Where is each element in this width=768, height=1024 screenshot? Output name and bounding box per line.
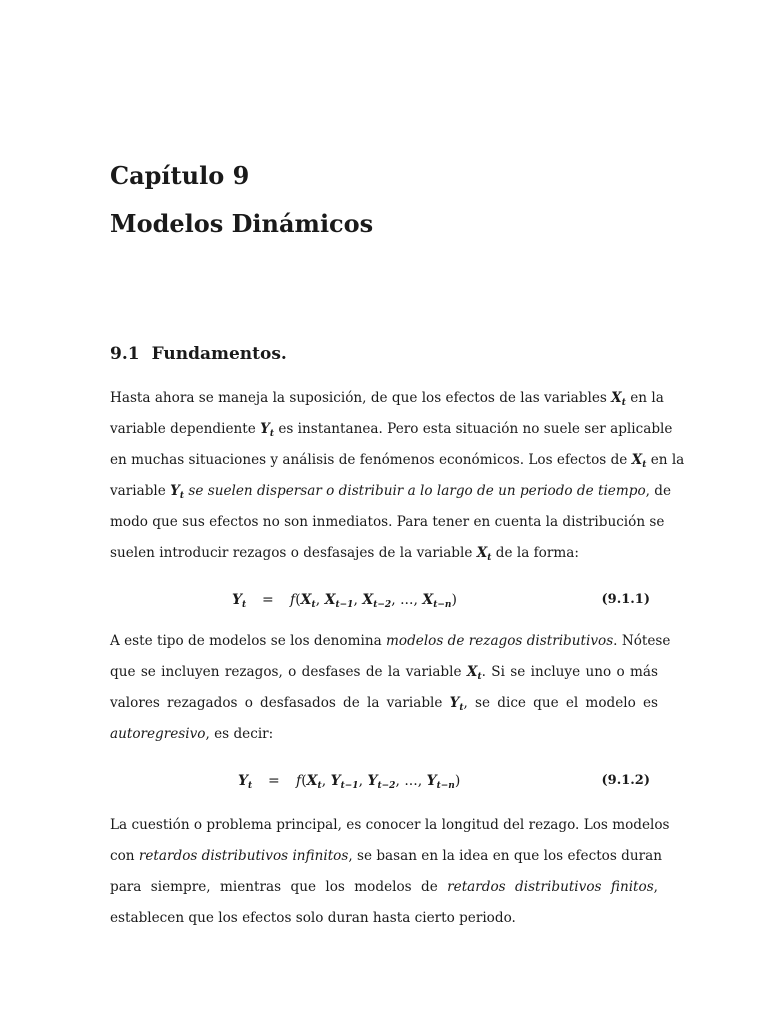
equation-number: (9.1.1) (601, 592, 650, 607)
math-y-t: $Y_t$ (260, 421, 274, 439)
equation-equals: = (262, 592, 274, 608)
section-title: Fundamentos. (151, 344, 287, 364)
math-x-t: $X_t$ (466, 664, 482, 682)
chapter-title: Modelos Dinámicos (110, 209, 374, 238)
math-y-t: $Y_t$ (449, 695, 464, 713)
paragraph-3-line-2: con retardos distributivos infinitos, se basan en la idea en que los efectos duran (110, 848, 662, 864)
paragraph-3-line-4: establecen que los efectos solo duran hasta cierto periodo. (110, 910, 516, 926)
section-number: 9.1 (110, 344, 140, 364)
equation-9-1-1 (110, 588, 658, 612)
equation-number: (9.1.2) (601, 773, 650, 788)
paragraph-2-line-2: que se incluyen rezagos, o desfases de la variable $X_t$. Si se incluye uno o más (110, 664, 658, 682)
math-x-t: $X_t$ (631, 452, 647, 470)
equation-rhs: $f(X_t$, $X_{t-1}$, $X_{t-2}$, ..., $X_{t-n}$) (290, 592, 457, 610)
equation-equals: = (268, 773, 280, 789)
equation-lhs: $Y_t$ (232, 592, 247, 610)
chapter-label: Capítulo 9 (110, 161, 250, 190)
paragraph-3-line-1: La cuestión o problema principal, es conocer la longitud del rezago. Los modelos (110, 817, 670, 833)
math-x-t: $X_t$ (611, 390, 626, 408)
paragraph-1-line-4: variable $Y_t$ se suelen dispersar o distribuir a lo largo de un periodo de tiempo, de (110, 483, 672, 501)
math-y-t: $Y_t$ (170, 483, 185, 501)
paragraph-1-line-5: modo que sus efectos no son inmediatos. Para tener en cuenta la distribución se (110, 514, 665, 530)
equation-lhs: $Y_t$ (238, 773, 253, 791)
equation-9-1-2 (110, 769, 658, 793)
section-heading (110, 342, 287, 366)
paragraph-2-line-3: valores rezagados o desfasados de la variable $Y_t$, se dice que el modelo es (110, 695, 658, 713)
paragraph-1-line-2: variable dependiente $Y_t$ es instantanea. Pero esta situación no suele ser aplicable (110, 421, 673, 439)
paragraph-3-line-3: para siempre, mientras que los modelos de retardos distributivos finitos, (110, 879, 658, 895)
paragraph-2-line-4: autoregresivo, es decir: (110, 726, 274, 742)
math-x-t: $X_t$ (476, 545, 492, 563)
paragraph-1-line-6: suelen introducir rezagos o desfasajes de la variable $X_t$ de la forma: (110, 545, 579, 563)
paragraph-1-line-3: en muchas situaciones y análisis de fenómenos económicos. Los efectos de $X_t$ en la (110, 452, 685, 470)
paragraph-2-line-1: A este tipo de modelos se los denomina modelos de rezagos distributivos. Nótese (110, 633, 671, 649)
paragraph-1-line-1: Hasta ahora se maneja la suposición, de que los efectos de las variables $X_t$ en la (110, 390, 664, 408)
equation-rhs: $f(X_t$, $Y_{t-1}$, $Y_{t-2}$, ..., $Y_{t-n}$) (296, 773, 461, 791)
